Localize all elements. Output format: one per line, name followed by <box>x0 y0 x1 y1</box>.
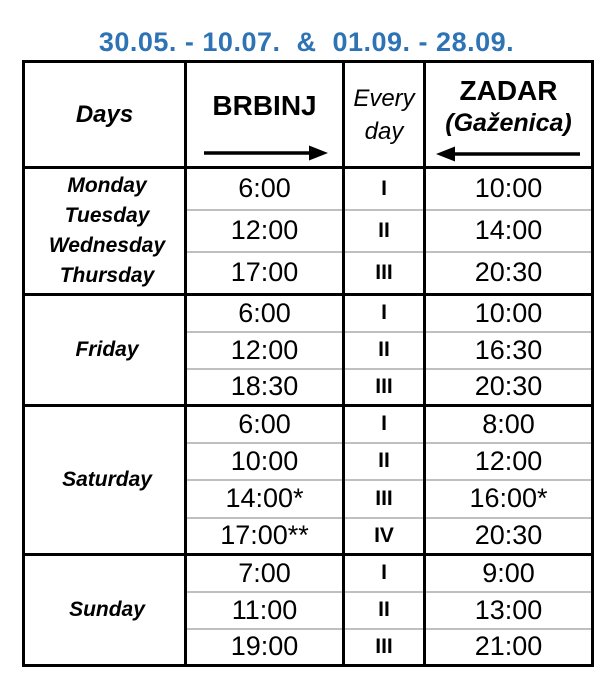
season-dates-title: 30.05. - 10.07. & 01.09. - 28.09. <box>98 27 515 57</box>
every-day-line1: Every <box>353 84 415 112</box>
departure-time-cell: 17:00** <box>186 518 344 555</box>
right-arrow-icon <box>201 144 329 162</box>
day-name: Saturday <box>62 468 152 491</box>
trip-numeral-cell: I <box>344 406 425 443</box>
arrival-time-cell: 9:00 <box>425 555 593 592</box>
day-name: Monday <box>67 174 147 197</box>
table-row <box>24 406 593 443</box>
trip-numeral-cell: I <box>344 295 425 332</box>
table-row <box>24 295 593 332</box>
trip-numeral-cell: II <box>344 332 425 369</box>
zadar-column-header <box>425 62 593 168</box>
arrival-time-cell: 14:00 <box>425 210 593 252</box>
day-group-cell-saturday <box>24 406 186 555</box>
days-column-header <box>24 62 186 168</box>
table-header-row <box>24 62 593 168</box>
ferry-schedule-table <box>22 60 594 667</box>
trip-numeral-cell: IV <box>344 518 425 555</box>
departure-time-cell: 17:00 <box>186 252 344 295</box>
every-day-column-header <box>344 62 425 168</box>
days-header-label: Days <box>75 100 134 128</box>
departure-time-cell: 14:00* <box>186 480 344 518</box>
arrival-time-cell: 16:00* <box>425 480 593 518</box>
trip-numeral-cell: III <box>344 480 425 518</box>
arrival-port-subname: (Gaženica) <box>445 108 572 137</box>
left-arrow-icon <box>435 145 583 163</box>
day-name: Friday <box>75 338 139 361</box>
arrival-time-cell: 13:00 <box>425 592 593 629</box>
arrival-time-cell: 16:30 <box>425 332 593 369</box>
trip-numeral-cell: II <box>344 592 425 629</box>
trip-numeral-cell: III <box>344 252 425 295</box>
arrival-time-cell: 21:00 <box>425 629 593 666</box>
day-group-cell-mon-thu <box>24 168 186 295</box>
departure-time-cell: 19:00 <box>186 629 344 666</box>
day-name: Tuesday <box>64 204 150 227</box>
arrival-time-cell: 20:30 <box>425 518 593 555</box>
departure-time-cell: 10:00 <box>186 443 344 480</box>
departure-port-name: BRBINJ <box>212 89 317 121</box>
table-row <box>24 555 593 592</box>
arrival-time-cell: 12:00 <box>425 443 593 480</box>
day-name: Wednesday <box>48 234 166 257</box>
arrival-time-cell: 20:30 <box>425 252 593 295</box>
table-row <box>24 168 593 210</box>
arrival-time-cell: 8:00 <box>425 406 593 443</box>
trip-numeral-cell: I <box>344 168 425 210</box>
brbinj-column-header <box>186 62 344 168</box>
trip-numeral-cell: I <box>344 555 425 592</box>
departure-time-cell: 6:00 <box>186 168 344 210</box>
trip-numeral-cell: III <box>344 629 425 666</box>
day-group-cell-sunday <box>24 555 186 666</box>
arrival-port-name: ZADAR <box>459 74 558 106</box>
day-name: Thursday <box>59 264 155 287</box>
every-day-line2: day <box>364 117 404 145</box>
arrival-time-cell: 10:00 <box>425 168 593 210</box>
trip-numeral-cell: II <box>344 443 425 480</box>
trip-numeral-cell: II <box>344 210 425 252</box>
departure-time-cell: 18:30 <box>186 369 344 406</box>
departure-time-cell: 12:00 <box>186 210 344 252</box>
day-name: Sunday <box>69 598 145 621</box>
arrival-time-cell: 10:00 <box>425 295 593 332</box>
arrival-time-cell: 20:30 <box>425 369 593 406</box>
departure-time-cell: 6:00 <box>186 295 344 332</box>
trip-numeral-cell: III <box>344 369 425 406</box>
departure-time-cell: 7:00 <box>186 555 344 592</box>
departure-time-cell: 6:00 <box>186 406 344 443</box>
departure-time-cell: 12:00 <box>186 332 344 369</box>
departure-time-cell: 11:00 <box>186 592 344 629</box>
day-group-cell-friday <box>24 295 186 406</box>
